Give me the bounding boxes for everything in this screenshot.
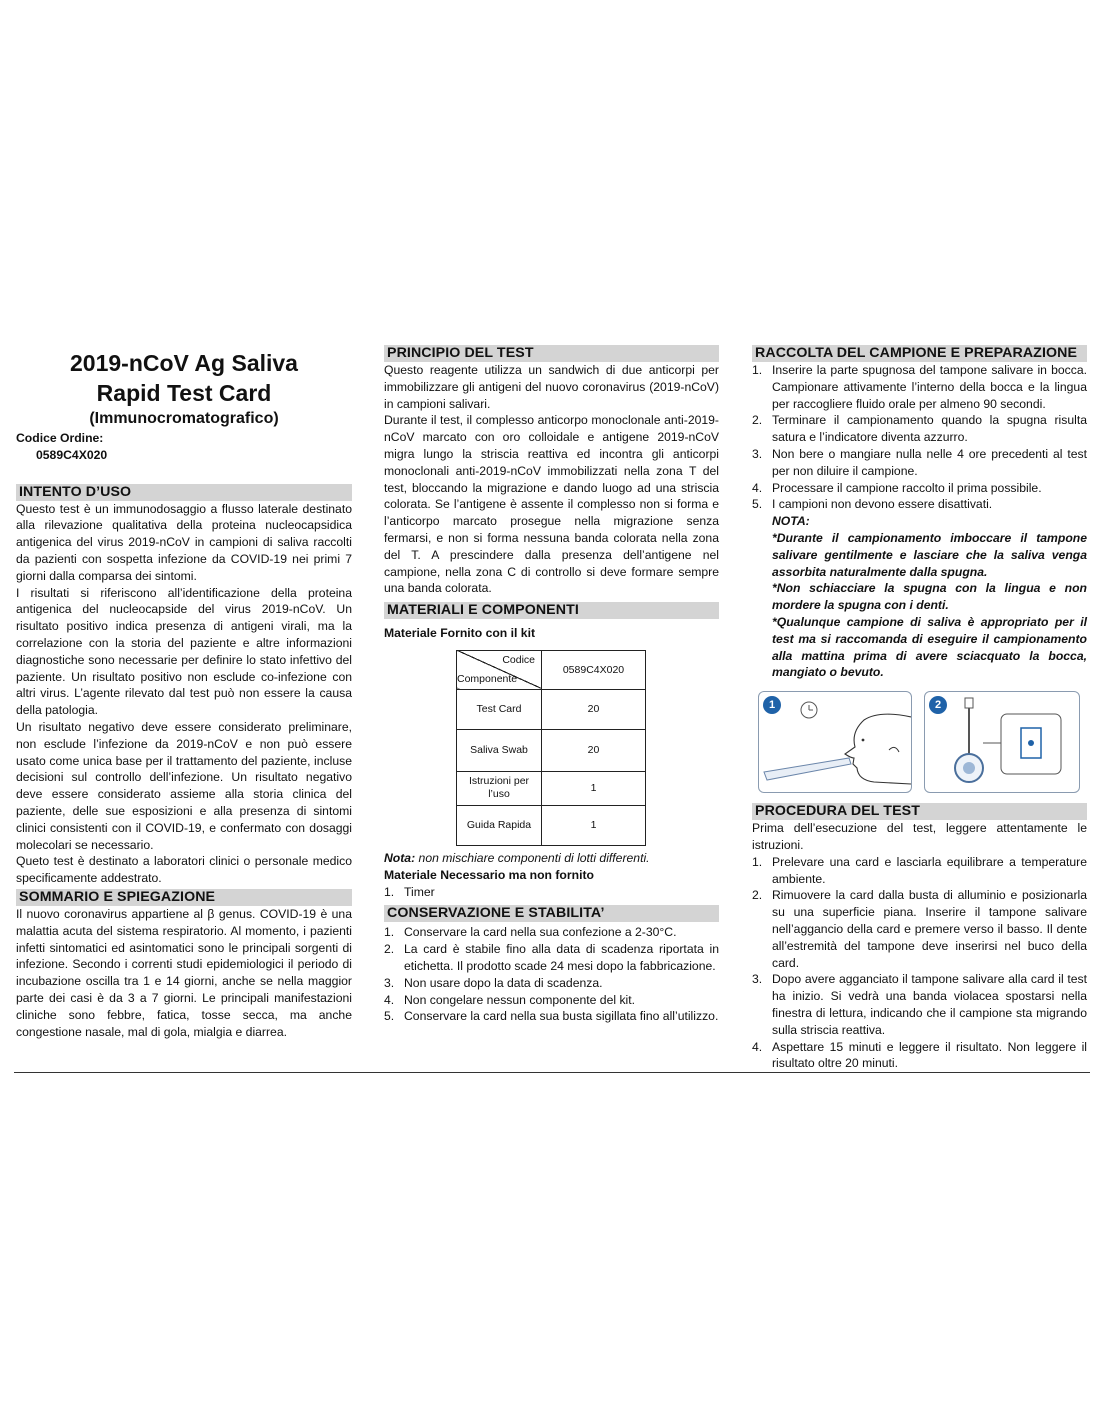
table-row — [457, 729, 646, 771]
materiali-provided-label: Materiale Fornito con il kit — [384, 626, 536, 641]
section-heading-sommario: SOMMARIO E SPIEGAZIONE — [16, 889, 352, 906]
test-card-illustration — [925, 692, 1079, 792]
nota-label: NOTA: — [772, 514, 810, 529]
section-heading-raccolta: RACCOLTA DEL CAMPIONE E PREPARAZIONE — [752, 345, 1087, 362]
figure-number-1: 1 — [763, 696, 781, 714]
table-row — [457, 805, 646, 845]
table-cell-name: Saliva Swab — [457, 729, 542, 771]
list-item: 5. Conservare la card nella sua busta sigillata fino all’utilizzo. — [384, 1009, 719, 1024]
note-text: non mischiare componenti di lotti differenti. — [415, 850, 650, 865]
raccolta-list — [752, 362, 1087, 513]
procedura-list — [752, 854, 1087, 1072]
table-header-row — [457, 650, 646, 689]
materiali-required-label: Materiale Necessario ma non fornito — [384, 867, 594, 882]
figure-sampling — [758, 691, 912, 793]
figure-number-2: 2 — [929, 696, 947, 714]
table-cell-name: Guida Rapida — [457, 805, 542, 845]
nota-1: *Durante il campionamento imboccare il tampone salivare gentilmente e lasciare che la saliva venga assorbita naturalmente dalla spugna. — [772, 530, 1087, 579]
table-header-component: Componente — [457, 673, 518, 686]
table-row — [457, 771, 646, 805]
intento-paragraph-4: Queto test è destinato a laboratori clinici o personale medico specificamente addestrato. — [16, 854, 352, 886]
order-code: 0589C4X020 — [36, 447, 108, 462]
instruction-leaflet — [14, 345, 1090, 1075]
table-cell-qty: 1 — [542, 805, 646, 845]
list-item: 2. Rimuovere la card dalla busta di alluminio e posizionarla su una superficie piana. Inserire il tampone salivare nell’aggancio della card e premere verso il basso. Il dente all’estremità del tampone deve inserirsi nel buco della card. — [752, 888, 1087, 970]
column-middle — [384, 345, 719, 1025]
list-item: 3. Non bere o mangiare nulla nelle 4 ore precedenti al test per non diluire il campione. — [752, 446, 1087, 478]
section-heading-principio: PRINCIPIO DEL TEST — [384, 345, 719, 362]
table-cell-name: Test Card — [457, 689, 542, 729]
title-line-1: 2019-nCoV Ag Saliva — [70, 350, 298, 376]
list-item: 2. Terminare il campionamento quando la spugna risulta satura e l’indicatore diventa azzurro. — [752, 413, 1087, 445]
column-right — [752, 345, 1087, 1072]
figure-row — [752, 691, 1087, 803]
conservazione-list — [384, 924, 719, 1025]
list-item: 2. La card è stabile fino alla data di scadenza riportata in etichetta. Il prodotto scade 24 mesi dopo la fabbricazione. — [384, 942, 719, 973]
section-heading-intento: INTENTO D’USO — [16, 484, 352, 501]
table-cell-name: Istruzioni per l’uso — [457, 771, 542, 805]
procedura-intro: Prima dell’esecuzione del test, leggere attentamente le istruzioni. — [752, 821, 1087, 852]
intento-paragraph-2: I risultati si riferiscono all’identificazione della proteina antigenica del nucleocapside del virus 2019-nCoV. Un risultato positivo indica presenza di antigeni virali, ma la correlazione con la storia del paziente e altre informazioni diagnostiche sono necessarie per definire lo stato infettivo del paziente. Un risultato positivo non esclude co-infezione con altri virus. L’agente rilevato dal test può non essere la causa della patologia. — [16, 585, 352, 718]
table-cell-qty: 20 — [542, 729, 646, 771]
materiali-note — [384, 850, 719, 867]
column-left — [16, 345, 352, 1040]
note-label: Nota: — [384, 850, 416, 865]
table-cell-qty: 1 — [542, 771, 646, 805]
sommario-paragraph: Il nuovo coronavirus appartiene al β genus. COVID-19 è una malattia acuta del sistema respiratorio. Al momento, i pazienti infetti sintomatici ed asintomatici sono le principali sorgenti di infezione. Secondo i correnti studi epidemiologici il periodo di incubazione oscilla tra 1 e 14 giorni, anche se nella maggior parte dei casi è da 3 a 7 giorni. Le principali manifestazioni cliniche sono febbre, fatica, tosse secca, ma anche congestione nasale, mal di gola, mialgia e diarrea. — [16, 906, 352, 1039]
intento-paragraph-1: Questo test è un immunodosaggio a flusso laterale destinato alla rilevazione qualitativa della proteina nucleocapsidica antigenica del virus 2019-nCoV in campioni di saliva raccolti da pazienti con sospetta infezione da COVID-19 nei primi 7 giorni dalla comparsa dei sintomi. — [16, 501, 352, 583]
section-heading-materiali: MATERIALI E COMPONENTI — [384, 602, 719, 619]
section-heading-procedura: PROCEDURA DEL TEST — [752, 803, 1087, 820]
bottom-divider — [14, 1072, 1090, 1073]
nota-2: *Non schiacciare la spugna con la lingua e non mordere la spugna con i denti. — [772, 581, 1087, 613]
components-table — [456, 650, 646, 846]
list-item: 3. Dopo avere agganciato il tampone salivare alla card il test ha inizio. Si vedrà una banda violacea spostarsi nella finestra di lettura, indicando che il campione sta migrando sulla striscia reattiva. — [752, 972, 1087, 1037]
table-row — [457, 689, 646, 729]
nota-3: *Qualunque campione di saliva è appropriato per il test ma si raccomanda di eseguire il campionamento alla mattina prima di avere sciacquato la bocca, mangiato o bevuto. — [772, 614, 1087, 680]
principio-paragraph-1: Questo reagente utilizza un sandwich di due anticorpi per immobilizzare gli antigeni del nuovo coronavirus (2019-nCoV) in campioni salivari. — [384, 363, 719, 411]
list-item: 3. Non usare dopo la data di scadenza. — [384, 975, 603, 990]
list-item: 1. Timer — [384, 884, 435, 899]
order-label: Codice Ordine: — [16, 431, 104, 445]
list-item: 1. Prelevare una card e lasciarla equilibrare a temperature ambiente. — [752, 854, 1087, 886]
list-item: 4. Processare il campione raccolto il prima possibile. — [752, 480, 1042, 495]
list-item: 1. Conservare la card nella sua confezione a 2-30°C. — [384, 925, 677, 940]
list-item: 4. Non congelare nessun componente del kit. — [384, 992, 636, 1007]
table-cell-qty: 20 — [542, 689, 646, 729]
subtitle: (Immunocromatografico) — [89, 410, 279, 427]
list-item: 5. I campioni non devono essere disattivati. — [752, 497, 993, 512]
required-list — [384, 884, 719, 901]
table-header-diagonal-cell — [457, 650, 542, 689]
list-item: 1. Inserire la parte spugnosa del tampone salivare in bocca. Campionare attivamente l’interno della bocca e la lingua per raccogliere fluido orale per almeno 90 secondi. — [752, 363, 1087, 411]
table-header-code-value: 0589C4X020 — [542, 650, 646, 689]
intento-paragraph-3: Un risultato negativo deve essere considerato preliminare, non esclude l’infezione da 2019-nCoV e non può essere usato come unica base per il trattamento del paziente, incluse decisioni sul controllo dell’infezione. Un risultato negativo deve essere considerato assieme alla storia clinica del paziente, delle sue esposizioni e alla presenza di sintomi clinici consistenti con il COVID-19, e confermato con dosaggi molecolari se necessario. — [16, 719, 352, 852]
table-header-code: Codice — [502, 653, 535, 666]
figure-card-insertion — [924, 691, 1080, 793]
list-item: 4. Aspettare 15 minuti e leggere il risultato. Non leggere il risultato oltre 20 minuti. — [752, 1039, 1087, 1071]
title-line-2: Rapid Test Card — [96, 380, 272, 406]
principio-paragraph-2: Durante il test, il complesso anticorpo monoclonale anti-2019-nCoV marcato con oro colloidale e antigene 2019-nCoV migra lungo la striscia reattiva ed incontra gli anticorpi monoclonali anti-2019-nCoV immobilizzati nella zona T del test, bloccando la migrazione e dando luogo ad una striscia colorata. Se l’antigene è assente il complesso non si forma e l’anticorpo marcato prosegue nella migrazione senza fermarsi, e non si forma nessuna banda colorata nella zona del T. A prescindere dalla presenza dell’antigene nel campione, nella zona C di controllo si deve formare sempre una banda colorata. — [384, 413, 719, 596]
saliva-sampling-illustration — [759, 692, 911, 792]
section-heading-conservazione: CONSERVAZIONE E STABILITA’ — [384, 905, 719, 922]
